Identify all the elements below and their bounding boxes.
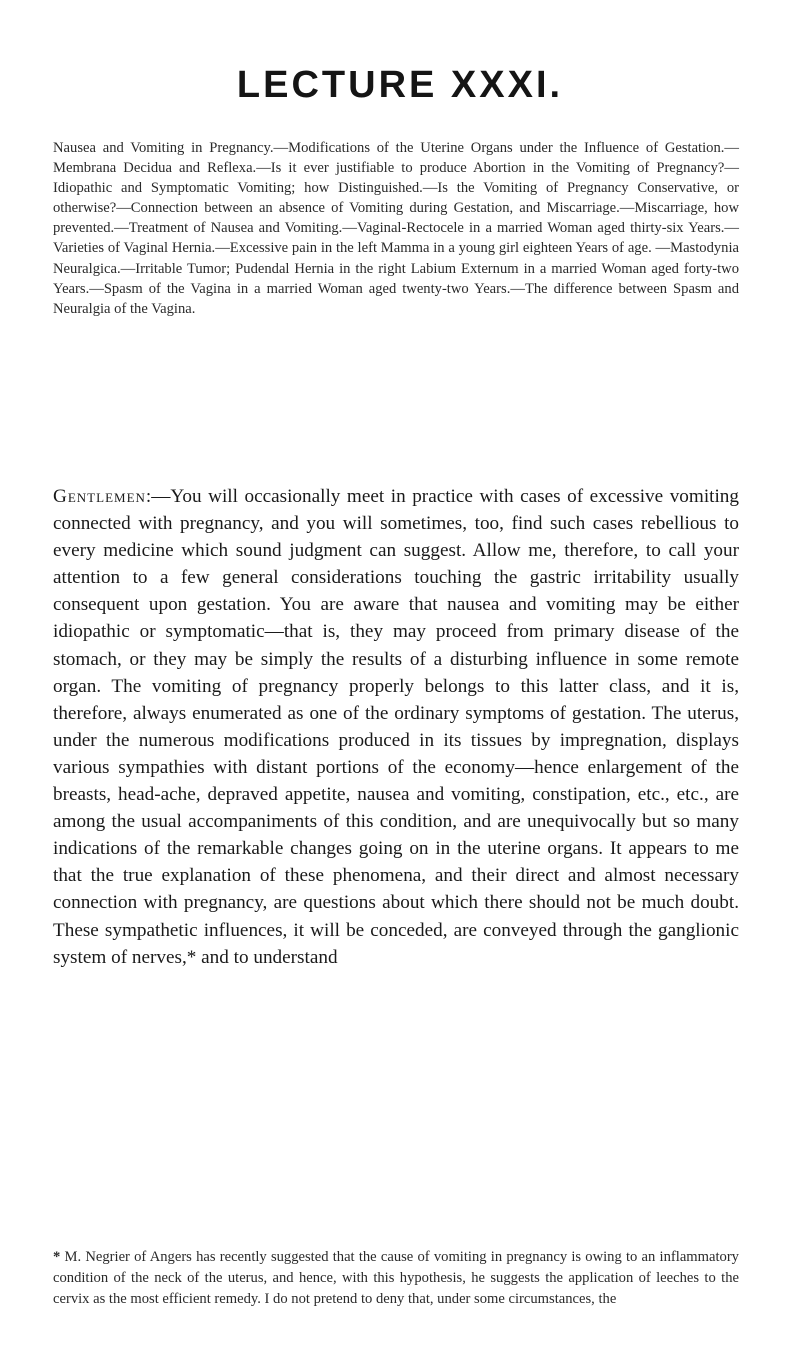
lecture-title: LECTURE XXXI.: [236, 64, 564, 106]
salutation: Gentlemen: [53, 486, 146, 507]
lecture-synopsis: Nausea and Vomiting in Pregnancy.—Modifications of the Uterine Organs under the Influence of Gestation.—Membrana Decidua and Reflexa.—Is it ever justifiable to produce Abortion in the Vomiting of Pregnancy?—Idiopathic and Symptomatic Vomiting; how Distinguished.—Is the Vomiting of Pregnancy Conservative, or otherwise?—Connection between an absence of Vomiting during Gestation, and Miscarriage.—Miscarriage, how prevented.—Treatment of Nausea and Vomiting.—Vaginal-Rectocele in a married Woman aged thirty-six Years.—Varieties of Vaginal Hernia.—Excessive pain in the left Mamma in a young girl eighteen Years of age. —Mastodynia Neuralgica.—Irritable Tumor; Pudendal Hernia in the right Labium Externum in a married Woman aged forty-two Years.—Spasm of the Vagina in a married Woman aged twenty-two Years.—The difference between Spasm and Neuralgia of the Vagina.: [53, 140, 739, 317]
lecture-body: [53, 483, 739, 971]
footnote: [53, 1247, 739, 1310]
body-paragraph: :—You will occasionally meet in practice with cases of excessive vomiting connected with pregnancy, and you will sometimes, too, find such cases rebellious to every medicine which sound judgment can suggest. Allow me, therefore, to call your attention to a few general considerations touching the gastric irritability usually consequent upon gestation. You are aware that nausea and vomiting may be either idiopathic or symptomatic—that is, they may proceed from primary disease of the stomach, or they may be simply the results of a disturbing influence in some remote organ. The vomiting of pregnancy properly belongs to this latter class, and it is, therefore, always enumerated as one of the ordinary symptoms of gestation. The uterus, under the numerous modifications produced in its tissues by impregnation, displays various sympathies with distant portions of the economy—hence enlargement of the breasts, head-ache, depraved appetite, nausea and vomiting, constipation, etc., etc., are among the usual accompaniments of this condition, and are unequivocally but so many indications of the remarkable changes going on in the uterine organs. It appears to me that the true explanation of these phenomena, and their direct and almost necessary connection with pregnancy, are questions about which there should not be much doubt. These sympathetic influences, it will be conceded, are conveyed through the ganglionic system of nerves,* and to understand: [53, 486, 739, 968]
footnote-mark: *: [53, 1249, 61, 1265]
footnote-text: M. Negrier of Angers has recently suggested that the cause of vomiting in pregnancy is owing to an inflammatory condition of the neck of the uterus, and hence, with this hypothesis, he suggests the application of leeches to the cervix as the most efficient remedy. I do not pretend to deny that, under some circumstances, the: [53, 1249, 739, 1307]
